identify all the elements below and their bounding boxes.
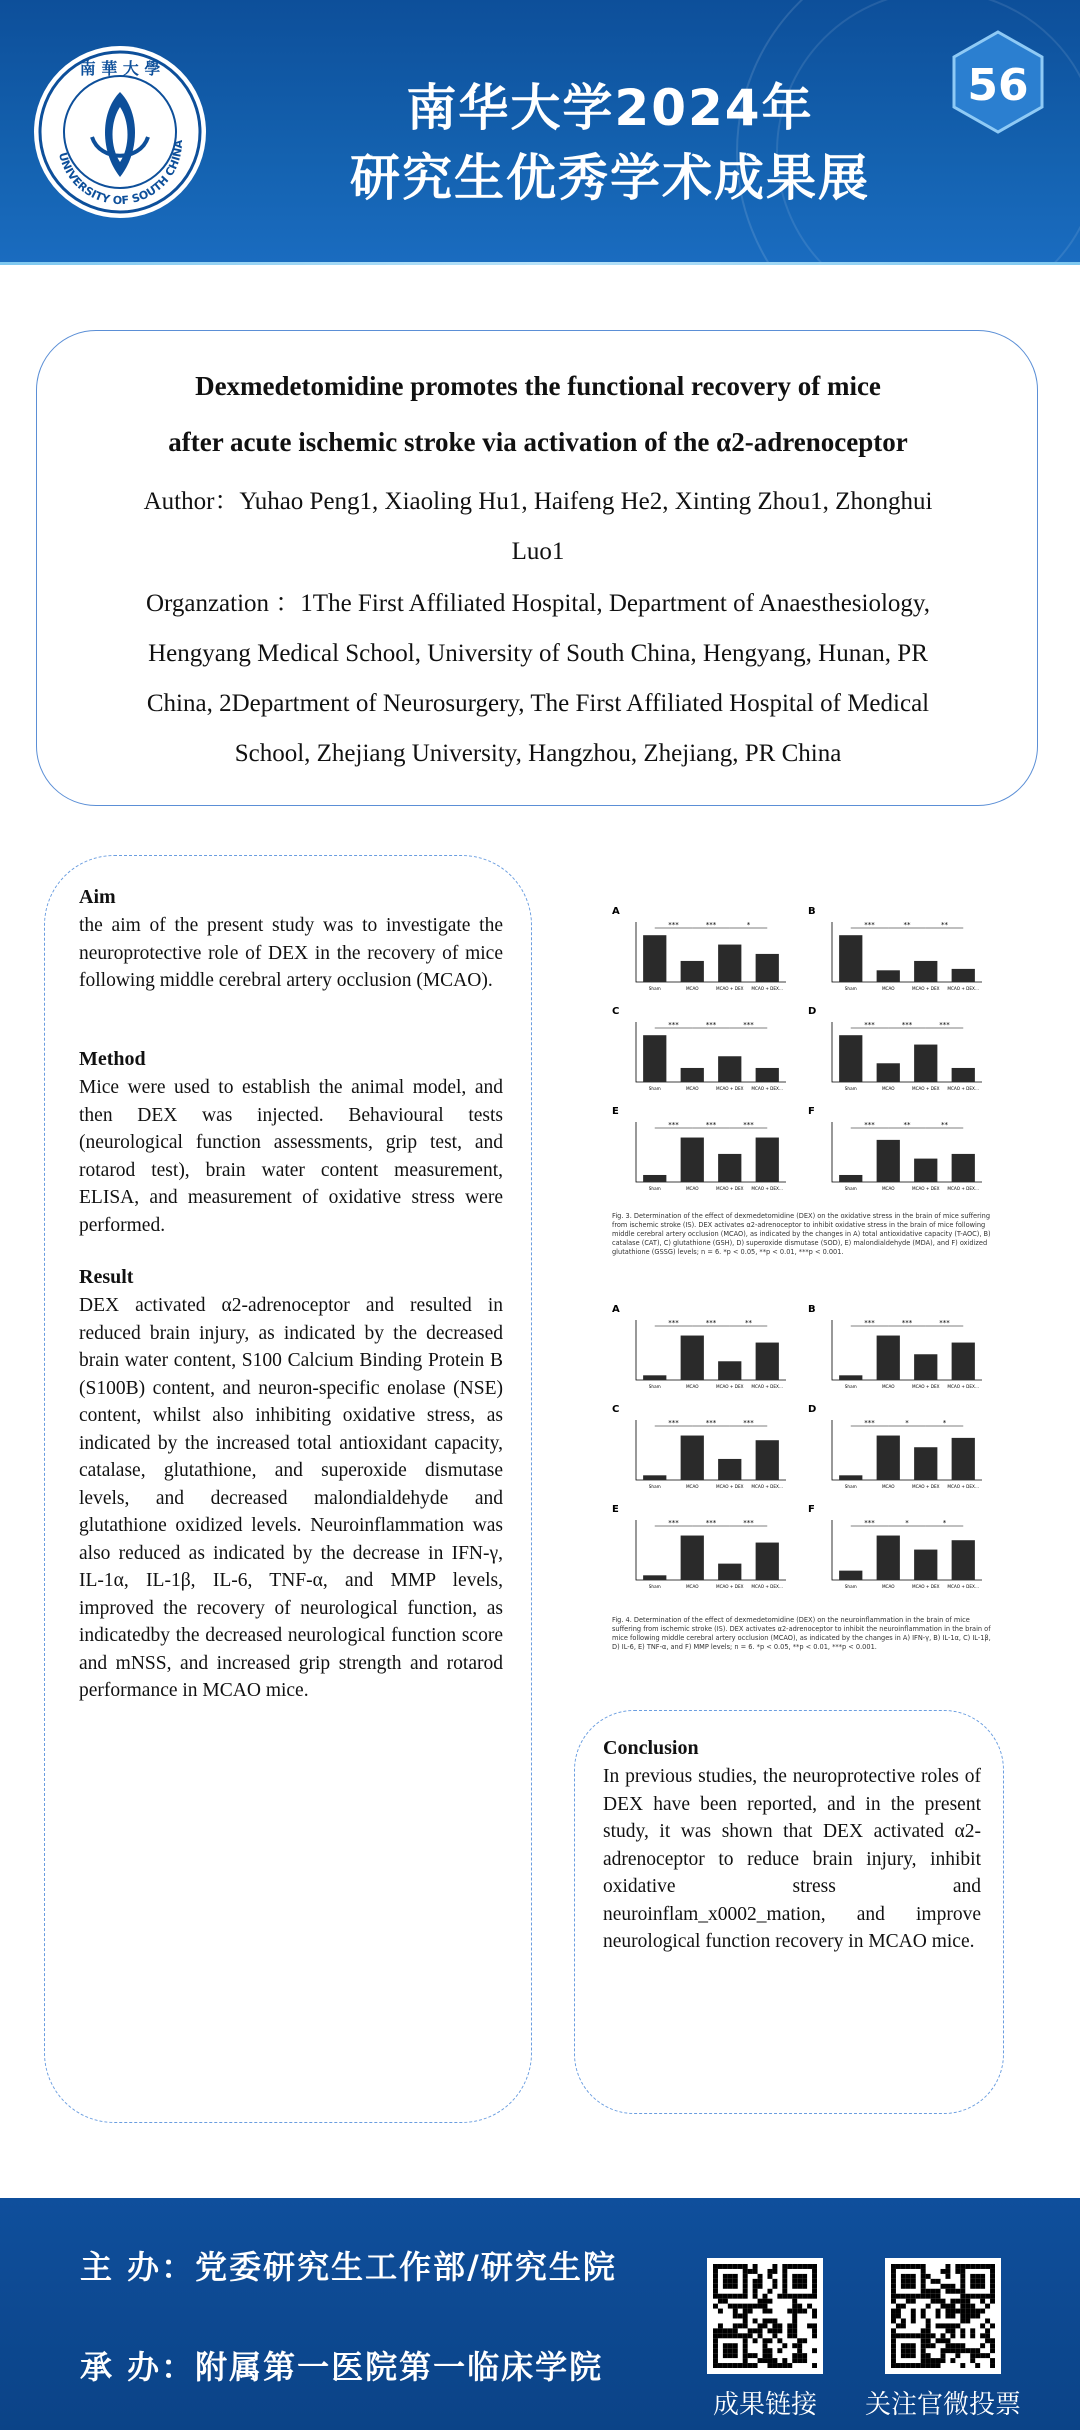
tick-label: Sham [844, 986, 857, 991]
significance-label: *** [668, 1519, 679, 1527]
significance-label: *** [901, 1021, 913, 1029]
tick-label: MCAO + DEX [715, 1584, 744, 1589]
org-line2: Hengyang Medical School, University of South China, Hengyang, Hunan, PR [148, 640, 928, 667]
bar-3A-1 [681, 961, 704, 982]
panel-label: A [612, 1304, 620, 1315]
tick-label: MCAO + DEX… [751, 1584, 784, 1589]
bar-3C-0 [643, 1035, 666, 1082]
aim-heading: Aim [79, 886, 116, 908]
header-stripe [0, 262, 1080, 265]
significance-label: * [942, 1519, 947, 1527]
bar-3D-1 [877, 1063, 900, 1082]
bar-4E-2 [718, 1564, 741, 1580]
bar-3F-1 [877, 1140, 900, 1182]
significance-label: * [746, 921, 751, 929]
tick-label: MCAO + DEX [715, 1384, 744, 1389]
tick-label: MCAO [685, 1484, 699, 1489]
tick-label: MCAO + DEX… [751, 1384, 784, 1389]
bar-3F-2 [914, 1159, 937, 1182]
org-line3: China, 2Department of Neurosurgery, The First Affiliated Hospital of Medical [146, 690, 930, 717]
conclusion-text: In previous studies, the neuroprotective roles of DEX have been reported, and in the present study, it was shown that DEX activated α2-adrenoceptor to reduce brain injury, inhibit oxidative stress and neuroinflam_x0002_mation, and improve neurological function recovery in MCAO mice. [603, 1766, 981, 1952]
tick-label: MCAO [685, 1584, 699, 1589]
bar-4C-0 [643, 1475, 666, 1480]
tick-label: MCAO [685, 1186, 699, 1191]
significance-label: *** [864, 1319, 875, 1327]
significance-label: *** [668, 1121, 679, 1129]
organization [97, 579, 979, 779]
tick-label: MCAO + DEX [911, 1186, 940, 1191]
organizer: 主 办：党委研究生工作部/研究生院 [80, 2248, 617, 2286]
bar-4D-0 [839, 1475, 862, 1480]
bar-3B-3 [952, 969, 975, 982]
panel-label: E [612, 1504, 619, 1515]
tick-label: MCAO [881, 1086, 895, 1091]
bar-3E-3 [756, 1138, 779, 1182]
result-text: DEX activated α2-adrenoceptor and resulted in reduced brain injury, as indicated by the decreased brain water content, S100 Calcium Binding Protein B (S100B) content, and neuron-specific enolase (NSE) content, whilst also inhibiting oxidative stress, as indicated by the increased total antioxidant capacity, catalase, glutathione, and superoxide dismutase levels, and decreased malondialdehyde and glutathione oxidized levels. Neuroinflammation was also reduced as indicated by the decrease in IFN-γ, IL-1α, IL-1β, IL-6, TNF-α, and MMP levels, improved the recovery of neurological function, as indicatedby the decreased neurological function score and mNSS, and increased grip strength and rotarod performance in MCAO mice. [79, 1295, 503, 1701]
bar-3D-3 [952, 1068, 975, 1082]
bar-3C-3 [756, 1068, 779, 1082]
significance-label: *** [743, 1121, 754, 1129]
chart-panel-3C [610, 1004, 794, 1098]
bar-4E-1 [681, 1536, 704, 1580]
tick-label: MCAO + DEX [715, 986, 744, 991]
figure-4 [604, 1298, 1000, 1658]
tick-label: Sham [844, 1384, 857, 1389]
significance-label: ** [941, 921, 948, 929]
tick-label: MCAO + DEX [911, 1384, 940, 1389]
chart-panel-3A [610, 904, 794, 998]
panel-label: C [612, 1006, 620, 1017]
panel-label: E [612, 1106, 619, 1117]
tick-label: Sham [648, 1484, 661, 1489]
chart-panel-4F [806, 1502, 990, 1596]
significance-label: *** [864, 1121, 875, 1129]
chart-panel-3E [610, 1104, 794, 1198]
university-logo [30, 42, 210, 222]
tick-label: MCAO [881, 1484, 895, 1489]
bar-3B-2 [914, 961, 937, 982]
bar-3D-2 [914, 1045, 937, 1082]
figure-3 [604, 900, 1000, 1260]
significance-label: *** [939, 1319, 950, 1327]
bar-3B-0 [839, 935, 862, 982]
figure-3-caption: Fig. 3. Determination of the effect of dexmedetomidine (DEX) on the oxidative stress in the brain of mice suffering from ischemic stroke (IS). DEX activates α2-adrenoceptor to inhibit oxidative stress in the brain of mice following middle cerebral artery occlusion (MCAO), as indicated by the changes in A) total antioxidative capacity (T-AOC), B) catalase (CAT), C) glutathione (GSH), D) superoxide dismutase (SOD), E) malondialdehyde (MDA), and F) oxidized glutathione (GSSG) levels; n = 6. *p < 0.05, **p < 0.01, ***p < 0.001. [612, 1212, 991, 1256]
significance-label: *** [939, 1021, 950, 1029]
org-line4: School, Zhejiang University, Hangzhou, Zhejiang, PR China [234, 740, 842, 767]
authors-line1: Author：Yuhao Peng1, Xiaoling Hu1, Haifeng He2, Xinting Zhou1, Zhonghui [143, 488, 933, 515]
bar-3B-1 [877, 970, 900, 982]
significance-label: * [942, 1419, 947, 1427]
authors [97, 477, 979, 577]
significance-label: *** [864, 921, 875, 929]
bar-3A-2 [718, 945, 741, 982]
significance-label: *** [901, 1319, 913, 1327]
bar-4D-3 [952, 1438, 975, 1480]
poster-number: 56 [967, 60, 1029, 111]
bar-4A-3 [756, 1343, 779, 1380]
bar-3F-3 [952, 1154, 975, 1182]
tick-label: Sham [844, 1484, 857, 1489]
poster-number-badge [946, 30, 1050, 134]
paper-title-line2: after acute ischemic stroke via activation of the α2-adrenoceptor [168, 427, 908, 457]
paper-info-box [36, 330, 1038, 806]
poster-footer [0, 2198, 1080, 2430]
exhibition-title-line2: 研究生优秀学术成果展 [350, 149, 870, 207]
tick-label: MCAO + DEX… [947, 986, 980, 991]
tick-label: Sham [648, 1384, 661, 1389]
main-text-box [44, 855, 532, 2123]
significance-label: *** [705, 1519, 717, 1527]
figure-4-caption: Fig. 4. Determination of the effect of dexmedetomidine (DEX) on the neuroinflammation in the brain of mice suffering from ischemic stroke (IS). DEX activates α2-adrenoceptor to inhibit the neuroinflammation in the brain of mice following middle cerebral artery occlusion (MCAO), as indicated by the changes in A) IFN-γ, B) IL-1α, C) IL-1β, D) IL-6, E) TNF-α, and F) MMP levels; n = 6. *p < 0.05, **p < 0.01, ***p < 0.001. [612, 1616, 991, 1651]
logo-text: UNIVERSITY OF SOUTH CHINA [56, 139, 186, 208]
significance-label: * [905, 1519, 909, 1527]
bar-4A-1 [681, 1336, 704, 1380]
panel-label: D [808, 1404, 817, 1415]
tick-label: MCAO + DEX… [751, 1086, 784, 1091]
chart-panel-3B [806, 904, 990, 998]
tick-label: Sham [844, 1584, 857, 1589]
significance-label: *** [668, 1419, 679, 1427]
tick-label: Sham [844, 1086, 857, 1091]
bar-3C-2 [718, 1056, 741, 1082]
qr-code-icon [713, 2264, 817, 2368]
bar-4B-1 [877, 1336, 900, 1380]
significance-label: *** [864, 1519, 875, 1527]
bar-4C-2 [718, 1459, 741, 1480]
result-heading: Result [79, 1266, 134, 1288]
tick-label: MCAO [685, 1384, 699, 1389]
tick-label: MCAO + DEX [911, 1484, 940, 1489]
bar-4B-2 [914, 1354, 937, 1380]
chart-panel-3D [806, 1004, 990, 1098]
tick-label: MCAO [881, 1584, 895, 1589]
significance-label: *** [705, 1419, 717, 1427]
qr-code-result-link[interactable] [707, 2258, 823, 2374]
tick-label: MCAO + DEX… [751, 986, 784, 991]
paper-title-line1: Dexmedetomidine promotes the functional recovery of mice [195, 371, 881, 401]
aim-text: the aim of the present study was to investigate the neuroprotective role of DEX in the recovery of mice following middle cerebral artery occlusion (MCAO). [79, 915, 503, 991]
chart-panel-4B [806, 1302, 990, 1396]
bar-3E-2 [718, 1154, 741, 1182]
tick-label: Sham [648, 986, 661, 991]
panel-label: A [612, 906, 620, 917]
panel-label: F [808, 1106, 815, 1117]
bar-4B-0 [839, 1375, 862, 1380]
bar-3A-0 [643, 935, 666, 982]
significance-label: *** [743, 1021, 754, 1029]
significance-label: *** [705, 921, 717, 929]
panel-label: D [808, 1006, 817, 1017]
significance-label: *** [668, 1021, 679, 1029]
chart-panel-4A [610, 1302, 794, 1396]
bar-4D-2 [914, 1447, 937, 1480]
bar-3E-1 [681, 1138, 704, 1182]
co-organizer: 承 办：附属第一医院第一临床学院 [80, 2348, 604, 2386]
org-line1: Organzation ：1The First Affiliated Hospital, Department of Anaesthesiology, [145, 590, 931, 617]
tick-label: MCAO [881, 986, 895, 991]
tick-label: Sham [844, 1186, 857, 1191]
significance-label: *** [743, 1419, 754, 1427]
chart-panel-4D [806, 1402, 990, 1496]
tick-label: Sham [648, 1584, 661, 1589]
significance-label: *** [705, 1319, 717, 1327]
tick-label: MCAO + DEX [715, 1186, 744, 1191]
significance-label: *** [705, 1121, 717, 1129]
conclusion-heading: Conclusion [603, 1737, 699, 1759]
significance-label: *** [668, 921, 679, 929]
significance-label: *** [864, 1021, 875, 1029]
bar-4F-1 [877, 1536, 900, 1580]
qr-code-icon [891, 2264, 995, 2368]
bar-3E-0 [643, 1175, 666, 1182]
poster-header [0, 0, 1080, 265]
bar-3A-3 [756, 954, 779, 982]
tick-label: MCAO [685, 986, 699, 991]
tick-label: MCAO + DEX [911, 1584, 940, 1589]
significance-label: *** [705, 1021, 717, 1029]
tick-label: MCAO + DEX [715, 1484, 744, 1489]
significance-label: ** [745, 1319, 752, 1327]
tick-label: MCAO + DEX… [751, 1484, 784, 1489]
panel-label: C [612, 1404, 620, 1415]
tick-label: MCAO + DEX… [947, 1186, 980, 1191]
bar-4D-1 [877, 1436, 900, 1480]
panel-label: B [808, 1304, 816, 1315]
tick-label: Sham [648, 1086, 661, 1091]
bar-3C-1 [681, 1068, 704, 1082]
bar-3D-0 [839, 1035, 862, 1082]
panel-label: B [808, 906, 816, 917]
tick-label: MCAO [685, 1086, 699, 1091]
conclusion-box [574, 1710, 1004, 2114]
bar-3F-0 [839, 1175, 862, 1182]
logo-chars: 南 華 大 學 [79, 59, 161, 78]
qr2-label: 关注官微投票 [864, 2390, 1021, 2420]
significance-label: ** [941, 1121, 948, 1129]
bar-4A-0 [643, 1375, 666, 1380]
significance-label: *** [864, 1419, 875, 1427]
bar-4C-1 [681, 1436, 704, 1480]
chart-panel-4C [610, 1402, 794, 1496]
authors-line2: Luo1 [511, 538, 565, 565]
tick-label: MCAO + DEX… [947, 1584, 980, 1589]
chart-panel-4E [610, 1502, 794, 1596]
bar-4F-0 [839, 1571, 862, 1580]
method-text: Mice were used to establish the animal model, and then DEX was injected. Behavioural tests (neurological function assessments, grip test, and rotarod test), brain water content measurement, ELISA, and measurement of oxidative stress were performed. [79, 1077, 503, 1236]
tick-label: MCAO + DEX… [947, 1484, 980, 1489]
panel-label: F [808, 1504, 815, 1515]
bar-4F-3 [952, 1540, 975, 1580]
chart-panel-3F [806, 1104, 990, 1198]
exhibition-title-line1: 南华大学2024年 [406, 79, 814, 137]
method-heading: Method [79, 1048, 146, 1070]
qr1-label: 成果链接 [712, 2390, 817, 2420]
significance-label: *** [668, 1319, 679, 1327]
significance-label: ** [903, 1121, 911, 1129]
significance-label: *** [743, 1519, 754, 1527]
bar-4A-2 [718, 1361, 741, 1380]
significance-label: * [905, 1419, 909, 1427]
tick-label: MCAO + DEX… [947, 1384, 980, 1389]
tick-label: MCAO + DEX [911, 1086, 940, 1091]
bar-4B-3 [952, 1343, 975, 1380]
tick-label: MCAO [881, 1384, 895, 1389]
tick-label: Sham [648, 1186, 661, 1191]
bar-4E-3 [756, 1543, 779, 1580]
bar-4C-3 [756, 1440, 779, 1480]
tick-label: MCAO + DEX [911, 986, 940, 991]
tick-label: MCAO + DEX [715, 1086, 744, 1091]
significance-label: ** [903, 921, 911, 929]
bar-4F-2 [914, 1550, 937, 1580]
qr-code-wechat-vote[interactable] [885, 2258, 1001, 2374]
bar-4E-0 [643, 1575, 666, 1580]
tick-label: MCAO + DEX… [947, 1086, 980, 1091]
tick-label: MCAO + DEX… [751, 1186, 784, 1191]
tick-label: MCAO [881, 1186, 895, 1191]
